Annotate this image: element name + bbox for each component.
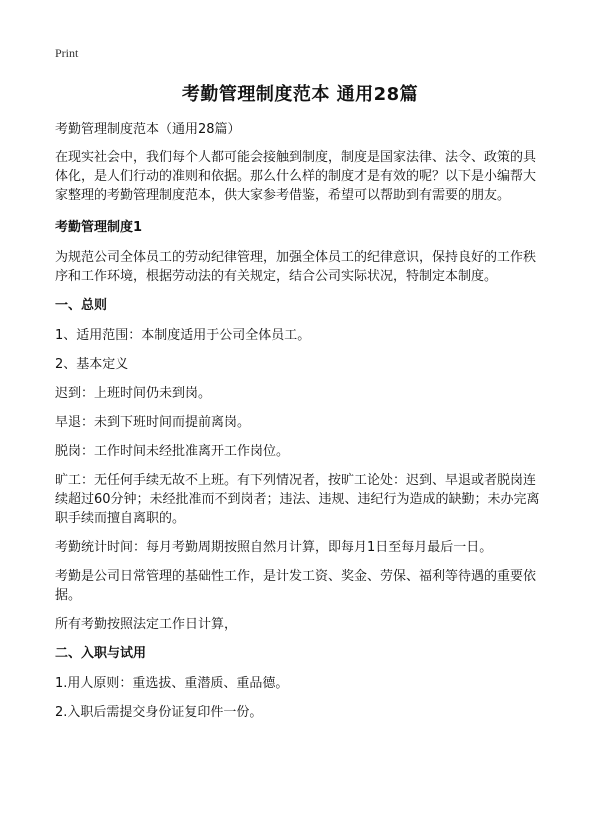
definition-late: 迟到：上班时间仍未到岗。 [55,386,212,401]
attendance-period: 考勤统计时间：每月考勤周期按照自然月计算，即每月1日至每月最后一日。 [55,540,493,555]
intro-paragraph: 在现实社会中，我们每个人都可能会接触到制度，制度是国家法律、法令、政策的具体化，是人们行动的准则和依据。那么什么样的制度才是有效的呢？以下是小编帮大家整理的考勤管理制度范本，供大家参考借鉴，希望可以帮助到有需要的朋友。 [55,150,537,203]
document-body [55,120,547,732]
purpose-paragraph: 为规范公司全体员工的劳动纪律管理，加强全体员工的纪律意识，保持良好的工作秩序和工作环境，根据劳动法的有关规定，结合公司实际状况，特制定本制度。 [55,250,537,284]
document-subtitle: 考勤管理制度范本（通用28篇） [55,122,241,137]
section-heading-entry: 二、入职与试用 [55,646,147,661]
list-item: 1.用人原则：重选拔、重潜质、重品德。 [55,676,289,691]
document-title: 考勤管理制度范本 通用28篇 [181,84,419,105]
attendance-basis: 考勤是公司日常管理的基础性工作，是计发工资、奖金、劳保、福利等待遇的重要依据。 [55,569,537,603]
list-item: 2、基本定义 [55,357,129,372]
print-link[interactable]: Print [55,46,79,60]
section-heading-general: 一、总则 [55,298,108,313]
definition-early-leave: 早退：未到下班时间而提前离岗。 [55,415,251,430]
list-item: 1、适用范围：本制度适用于公司全体员工。 [55,328,311,343]
attendance-workdays: 所有考勤按照法定工作日计算， [55,617,238,632]
definition-off-post: 脱岗：工作时间未经批准离开工作岗位。 [55,444,290,459]
definition-absence: 旷工：无任何手续无故不上班。有下列情况者，按旷工论处：迟到、早退或者脱岗连续超过60分钟；未经批准而不到岗者；违法、违规、违纪行为造成的缺勤；未办完离职手续而擅自离职的。 [55,473,540,526]
list-item: 2.入职后需提交身份证复印件一份。 [55,705,263,720]
article-heading: 考勤管理制度1 [55,220,143,235]
